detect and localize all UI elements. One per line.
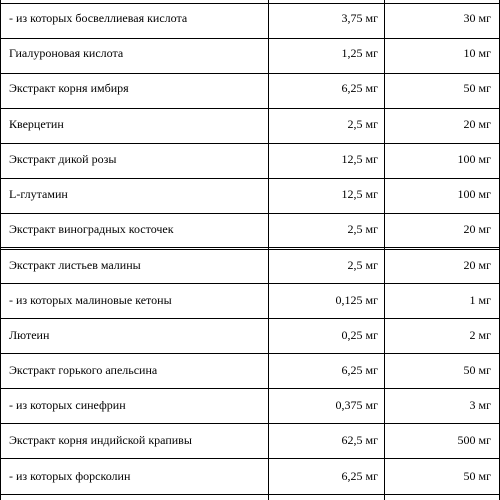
ingredient-dose: 20 мг (463, 258, 491, 272)
ingredient-dose: 500 мг (457, 433, 491, 447)
row-divider (0, 388, 500, 389)
row-divider (0, 423, 500, 424)
ingredient-dose: 3 мг (469, 398, 491, 412)
ingredient-amount: 12,5 мг (341, 187, 378, 201)
ingredient-name: Экстракт корня имбиря (9, 81, 129, 95)
ingredient-name: - из которых малиновые кетоны (9, 293, 172, 307)
ingredient-dose: 20 мг (463, 117, 491, 131)
ingredient-name: L-глутамин (9, 187, 68, 201)
row-divider (0, 178, 500, 179)
ingredient-amount: 1,25 мг (341, 46, 378, 60)
row-divider (0, 38, 500, 39)
ingredient-amount: 6,25 мг (341, 469, 378, 483)
ingredient-amount: 0,375 мг (335, 398, 378, 412)
column-divider-1 (268, 0, 269, 500)
page-break-divider (0, 247, 500, 250)
row-divider (0, 458, 500, 459)
row-divider (0, 108, 500, 109)
ingredient-amount: 12,5 мг (341, 152, 378, 166)
row-divider (0, 73, 500, 74)
ingredient-dose: 30 мг (463, 11, 491, 25)
ingredient-dose: 50 мг (463, 363, 491, 377)
ingredient-dose: 50 мг (463, 81, 491, 95)
ingredient-name: Экстракт виноградных косточек (9, 222, 174, 236)
table-left-border (0, 0, 1, 500)
ingredient-name: - из которых синефрин (9, 398, 126, 412)
row-divider (0, 3, 500, 4)
ingredient-name: Экстракт корня индийской крапивы (9, 433, 192, 447)
ingredient-dose: 20 мг (463, 222, 491, 236)
ingredient-name: Экстракт листьев малины (9, 258, 141, 272)
ingredient-amount: 6,25 мг (341, 81, 378, 95)
row-divider (0, 353, 500, 354)
ingredient-dose: 10 мг (463, 46, 491, 60)
row-divider (0, 494, 500, 495)
ingredient-amount: 0,125 мг (335, 293, 378, 307)
row-divider (0, 318, 500, 319)
ingredient-dose: 100 мг (457, 152, 491, 166)
ingredient-name: Экстракт дикой розы (9, 152, 117, 166)
ingredient-amount: 3,75 мг (341, 11, 378, 25)
ingredient-amount: 62,5 мг (341, 433, 378, 447)
ingredient-name: Гиалуроновая кислота (9, 46, 124, 60)
ingredient-amount: 2,5 мг (347, 222, 378, 236)
ingredient-dose: 50 мг (463, 469, 491, 483)
ingredient-amount: 2,5 мг (347, 258, 378, 272)
ingredient-dose: 2 мг (469, 328, 491, 342)
ingredient-dose: 100 мг (457, 187, 491, 201)
ingredient-name: - из которых босвеллиевая кислота (9, 11, 188, 25)
ingredient-amount: 2,5 мг (347, 117, 378, 131)
ingredient-amount: 6,25 мг (341, 363, 378, 377)
ingredient-dose: 1 мг (469, 293, 491, 307)
ingredient-name: Лютеин (9, 328, 50, 342)
row-divider (0, 213, 500, 214)
row-divider (0, 143, 500, 144)
column-divider-2 (384, 0, 385, 500)
ingredient-name: - из которых форсколин (9, 469, 131, 483)
ingredient-name: Экстракт горького апельсина (9, 363, 158, 377)
ingredient-amount: 0,25 мг (341, 328, 378, 342)
row-divider (0, 283, 500, 284)
ingredient-name: Кверцетин (9, 117, 64, 131)
